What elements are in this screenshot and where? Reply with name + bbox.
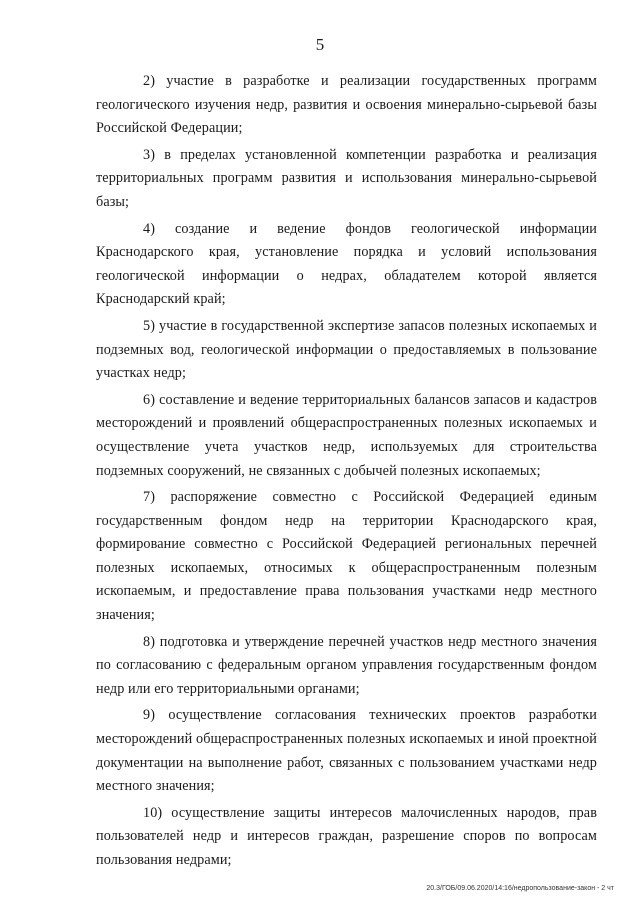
law-item: 10) осуществление защиты интересов малочисленных народов, прав пользователей недр и интересов граждан, разрешение споров по вопросам пользования недрами; (96, 804, 597, 868)
law-item: 4) создание и ведение фондов геологической информации Краснодарского края, установление порядка и условий использования геологической информации о недрах, обладателем которой является Краснодарский край; (96, 220, 597, 308)
law-item: 6) составление и ведение территориальных балансов запасов и кадастров месторождений и проявлений общераспространенных полезных ископаемых и осуществление учета участков недр, используемых для строительства подземных сооружений, не связанных с добычей полезных ископаемых; (96, 391, 597, 479)
law-item: 9) осуществление согласования технических проектов разработки месторождений общераспространенных полезных ископаемых и иной проектной документации на выполнение работ, связанных с пользованием участками недр местного значения; (96, 707, 597, 795)
document-footer-id: 20.3/ГОБ/09.06.2020/14:16/недропользование-закон - 2 чт (426, 885, 614, 892)
page-number: 5 (315, 35, 325, 54)
law-item: 8) подготовка и утверждение перечней участков недр местного значения по согласованию с федеральным органом управления государственным фондом недр или его территориальными органами; (96, 633, 597, 697)
law-item: 2) участие в разработке и реализации государственных программ геологического изучения недр, развития и освоения минерально-сырьевой базы Российской Федерации; (96, 73, 597, 137)
law-items-list (96, 70, 597, 873)
law-item: 5) участие в государственной экспертизе запасов полезных ископаемых и подземных вод, геологической информации о предоставляемых в пользование участках недр; (96, 317, 597, 382)
law-item: 7) распоряжение совместно с Российской Федерацией единым государственным фондом недр на территории Краснодарского края, формирование совместно с Российской Федерацией региональных перечней полезных ископаемых, относимых к общераспространенным полезным ископаемым, и предоставление права пользования участками недр местного значения; (96, 489, 597, 624)
law-item: 3) в пределах установленной компетенции разработка и реализация территориальных программ развития и использования минерально-сырьевой базы; (96, 146, 597, 210)
